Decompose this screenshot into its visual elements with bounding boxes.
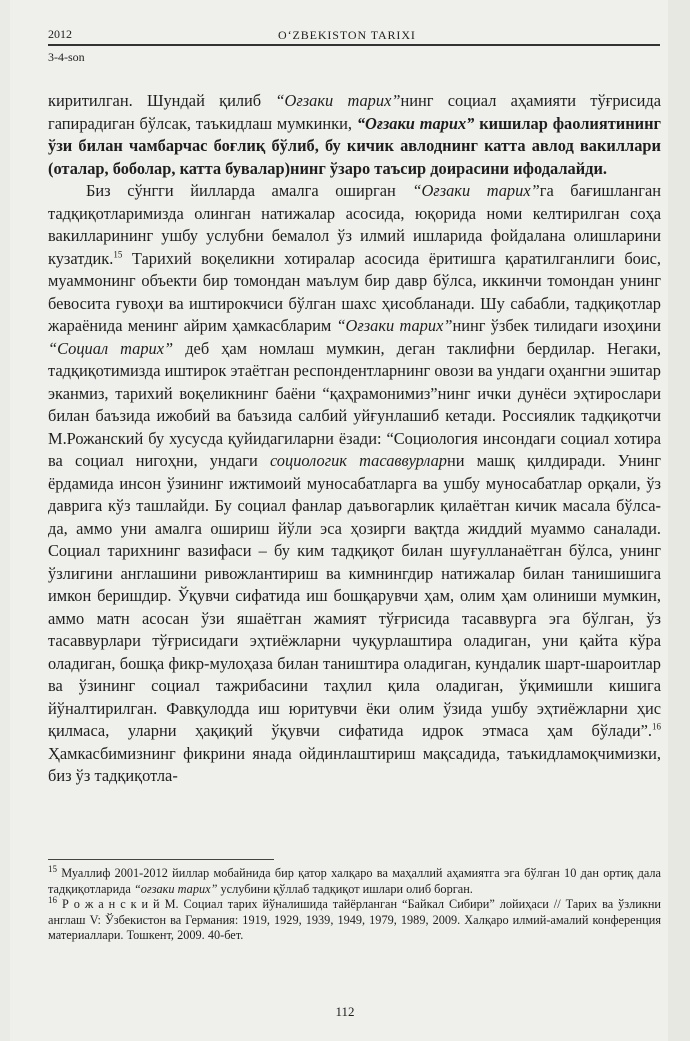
p2-text: нинг ўзбек тилидаги изоҳини [452,316,662,335]
footnote-15 [48,863,661,897]
p2-term: “Оғзаки тарих” [336,316,453,335]
p1-term: “Оғзаки тарих” [275,91,401,110]
p1-term-emphasis: “Оғзаки тарих” [356,113,475,133]
footnote-number: 16 [48,895,57,906]
p1-text: киритилган. Шундай қилиб [48,91,276,110]
p2-term: “Социал тарих” [48,338,174,358]
header-year: 2012 [48,27,72,41]
paragraph-2 [48,180,661,788]
header-issue: 3-4-son [48,50,85,64]
header-journal-title: O‘ZBEKISTON TARIXI [278,28,416,42]
footnote-text: Муаллиф 2001-2012 йиллар мобайнида бир қатор халқаро ва маҳаллий аҳамиятга эга бўлган 10 дан ортиқ дала тадқиқотларида [48,866,661,896]
header-rule [48,44,660,46]
p2-text: ни машқ қилдиради. Унинг ёрдамида инсон ўзининг ижтимоий муносабатларга ва ушбу муносабатлар орқали, ўз даврига кўз ташлайди. Бу социал фанлар даъвогарлик қилаётган кичик масала бўлса-да, аммо уни амалга ошириш йўли эса ҳозирги вақтда жиддий муаммо саналади. Социал тарихнинг вазифаси – бу ким тадқиқот билан шуғулланаётган бўлса, унинг ўзлигини англашини ривожлантириш ва кимнингдир натижалар билан танишишига имкон беришдир. Ўқувчи сифатида иш бошқарувчи ҳам, олим ҳам олиниши мумкин, аммо матн асосан ўзи яшаётган жамият тўғрисида тасаввурга эга бўлган, ўз тасаввурлари тўғрисидаги эҳтиёжларни чуқурлаштира оладиган, уни қайта кўра оладиган, бошқа фикр-мулоҳаза билан таништира оладиган, кундалик шарт-шароитлар ва ўзининг социал тажрибасини таҳлил қила оладиган, ўқимишли кишига йўналтирилган. Фавқулодда иш юритувчи ёки олим ўзида ушбу эҳтиёжларни ҳис қилмаса, уларни ҳақиқий ўқувчи сифатида идрок этмаса ҳам бўлади”. [48,451,661,740]
article-body [48,90,661,788]
p2-text: Ҳамкасбимизнинг фикрини янада ойдинлаштириш мақсадида, таъкидламоқчимизки, биз ўз тадқиқотла- [48,743,661,785]
footnotes [48,863,661,944]
p1-text: нинг социал аҳамияти тўғрисида гапирадиган бўлсак, таъкидлаш мумкинки, [48,91,661,133]
p1-emphasis: кишилар фаолиятининг ўзи билан чамбарчас боғлиқ бўлиб, бу кичик авлоднинг катта авлод вакиллари (оталар, боболар, катта бувалар)нинг ўзаро таъсир доирасини ифодалайди. [48,113,661,178]
p2-term: “Оғзаки тарих” [412,181,540,200]
footnote-text: услубини қўллаб тадқиқот ишлари олиб борган. [217,881,473,896]
paragraph-1 [48,90,661,180]
footnote-author: Р о ж а н с к и й [57,897,160,912]
footnote-text: М. Социал тарих йўналишида тайёрланган “Байкал Сибири” лойиҳаси // Тарих ва ўзликни англаш V: Ўзбекистон ва Германия: 1919, 1929, 1939, 1949, 1979, 1989, 2009. Халқаро илмий-амалий конференция материаллари. Тошкент, 2009. 40-бет. [48,897,661,943]
footnote-separator [48,859,274,860]
p2-text: га бағишланган тадқиқотларимизда олинган натижалар асосида, юқорида номи келтирилган соҳа вакилларининг ушбу услубни бемалол ўз илмий ишларида фойдалана олишларини кузатдик. [48,181,661,268]
p2-text: Биз сўнгги йилларда амалга оширган [86,181,413,200]
footnote-ref-15[interactable]: 15 [113,249,123,260]
footnote-number: 15 [48,863,57,874]
footnote-16 [48,897,661,944]
page-number: 112 [335,1004,355,1019]
p2-text: деб ҳам номлаш мумкин, деган таклифни бердилар. Негаки, тадқиқотимизда иштирок этаётган респондентларнинг овози ва ундаги оҳангни эшитар эканмиз, тарихий воқеликнинг баёни “қаҳрамонимиз”нинг ички дунёси эҳтирослари билан баъзида ижобий ва баъзида салбий уйғунлашиб кетади. Россиялик тадқиқотчи М.Рожанский бу хусусда қуйидагиларни ёзади: “Социология инсондаги социал хотира ва социал нигоҳни, ундаги [48,338,661,470]
p2-text: Тарихий воқеликни хотиралар асосида ёритишга қаратилганлиги боис, муаммонинг объекти бир томондан маълум бир давр бўлса, иккинчи томондан унинг бевосита гувоҳи ва иштирокчиси бўлган шахс ҳисобланади. Шу сабабли, тадқиқотлар жараёнида менинг айрим ҳамкасбларим [48,248,661,335]
p2-term: социологик тасаввурлар [269,451,447,470]
footnote-ref-16[interactable]: 16 [652,721,661,732]
footnote-term: “оғзаки тарих” [133,881,218,896]
